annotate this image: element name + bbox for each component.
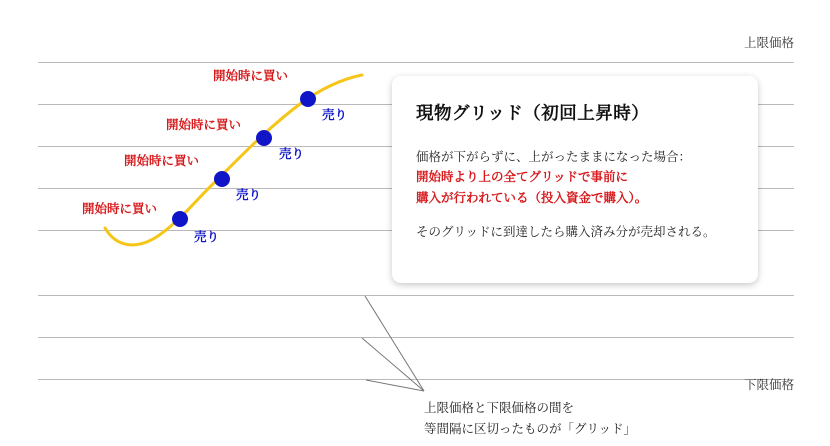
grid-point-marker — [256, 130, 272, 146]
grid-line — [38, 337, 794, 338]
bottom-note-line-2: 等間隔に区切ったものが「グリッド」 — [424, 422, 637, 436]
callout-line-4: そのグリッドに到達したら購入済み分が売却される。 — [416, 224, 716, 239]
grid-line — [38, 379, 794, 380]
upper-price-label: 上限価格 — [743, 36, 794, 50]
callout-card — [392, 76, 758, 283]
callout-line-1: 価格が下がらずに、上がったままになった場合： — [416, 150, 692, 164]
lower-price-label: 下限価格 — [743, 378, 794, 392]
callout-spacer — [416, 208, 734, 222]
callout-line-3: 購入が行われている（投入資金で購入）。 — [416, 190, 648, 205]
sell-label: 売り — [279, 147, 305, 161]
grid-line — [38, 62, 794, 63]
grid-point-marker — [214, 171, 230, 187]
callout-body — [416, 147, 734, 242]
callout-title: 現物グリッド（初回上昇時） — [416, 103, 650, 123]
buy-label: 開始時に買い — [82, 202, 158, 216]
grid-point-marker — [172, 211, 188, 227]
buy-label: 開始時に買い — [166, 118, 242, 132]
callout-line-2: 開始時より上の全てグリッドで事前に — [416, 170, 629, 185]
sell-label: 売り — [194, 230, 220, 244]
sell-label: 売り — [236, 188, 262, 202]
sell-label: 売り — [322, 108, 348, 122]
leader-line — [362, 338, 424, 391]
grid-line — [38, 295, 794, 296]
buy-label: 開始時に買い — [124, 154, 200, 168]
buy-label: 開始時に買い — [213, 69, 289, 83]
leader-line — [365, 296, 424, 391]
bottom-note-line-1: 上限価格と下限価格の間を — [424, 401, 575, 415]
leader-line — [366, 380, 424, 391]
